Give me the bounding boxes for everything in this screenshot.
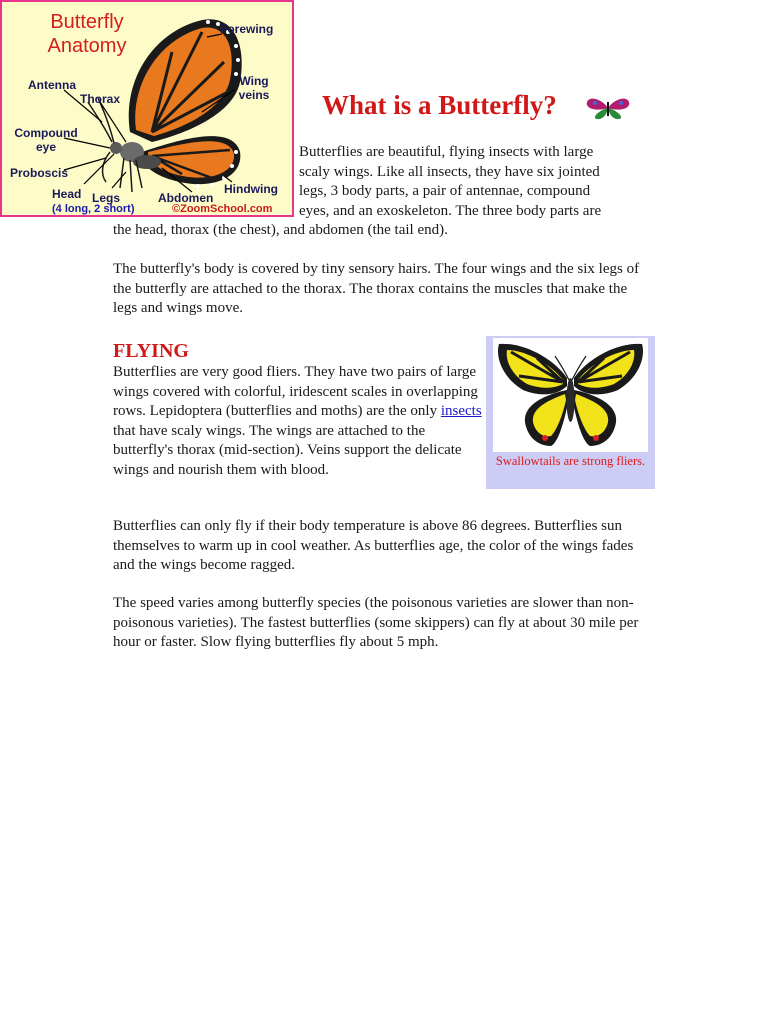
label-proboscis: Proboscis bbox=[10, 166, 69, 180]
speed-paragraph: The speed varies among butterfly species (the poisonous varieties are slower than non-poisonous varieties). The fastest butterflies (some skippers) can fly at about 30 mile per hour or faster. Slow flying butterflies fly about 5 mph. bbox=[113, 595, 639, 651]
page-title: What is a Butterfly? bbox=[322, 90, 557, 120]
label-thorax: Thorax bbox=[80, 92, 121, 106]
label-head: Head bbox=[52, 187, 82, 201]
swallowtail-caption: Swallowtails are strong fliers. bbox=[495, 454, 646, 468]
swallowtail-image-frame bbox=[493, 338, 648, 452]
label-hindwing: Hindwing bbox=[224, 182, 278, 196]
label-forewing: Forewing bbox=[220, 22, 274, 36]
diagram-title: Butterfly Anatomy bbox=[47, 11, 127, 57]
label-compound-eye: Compound eye bbox=[14, 126, 78, 154]
intro-line: legs, 3 body parts, a pair of antennae, compound bbox=[299, 183, 591, 200]
label-abdomen: Abdomen bbox=[158, 191, 214, 205]
swallowtail-figure bbox=[486, 336, 655, 489]
intro-line: the head, thorax (the chest), and abdomen (the tail end). bbox=[113, 222, 448, 239]
intro-line: Butterflies are beautiful, flying insects with large bbox=[299, 144, 594, 160]
butterfly-icon bbox=[585, 96, 631, 120]
intro-line: scaly wings. Like all insects, they have six jointed bbox=[299, 163, 600, 180]
insects-link[interactable]: insects bbox=[440, 403, 482, 420]
label-antenna: Antenna bbox=[28, 78, 76, 92]
body-paragraph: The butterfly's body is covered by tiny sensory hairs. The four wings and the six legs of the butterfly are attached to the thorax. The thorax contains the muscles that make the legs and wings move. bbox=[113, 261, 640, 317]
flying-heading: FLYING bbox=[113, 340, 189, 362]
label-credit: ©ZoomSchool.com bbox=[172, 203, 273, 215]
swallowtail-butterfly-illustration bbox=[493, 338, 648, 452]
flying-paragraph bbox=[113, 363, 488, 481]
butterfly-anatomy-diagram bbox=[0, 0, 294, 217]
flying-text-before-link: Butterflies are very good fliers. They have two pairs of large wings covered with colorful, iridescent scales in overlapping rows. Lepidoptera (butterflies and moths) are the only bbox=[113, 364, 478, 420]
temperature-paragraph: Butterflies can only fly if their body temperature is above 86 degrees. Butterflies sun themselves to warm up in cool weather. As butterflies age, the color of the wings fades and the wings become ragged. bbox=[113, 518, 634, 574]
label-legs: Legs bbox=[92, 191, 121, 205]
label-wing-veins: Wing veins bbox=[238, 74, 270, 102]
intro-line: eyes, and an exoskeleton. The three body parts are bbox=[299, 202, 602, 219]
label-legs-note: (4 long, 2 short) bbox=[52, 203, 135, 215]
flying-text-after-link: that have scaly wings. The wings are attached to the butterfly's thorax (mid-section). Veins support the delicate wings and nourish them with blood. bbox=[113, 422, 462, 478]
